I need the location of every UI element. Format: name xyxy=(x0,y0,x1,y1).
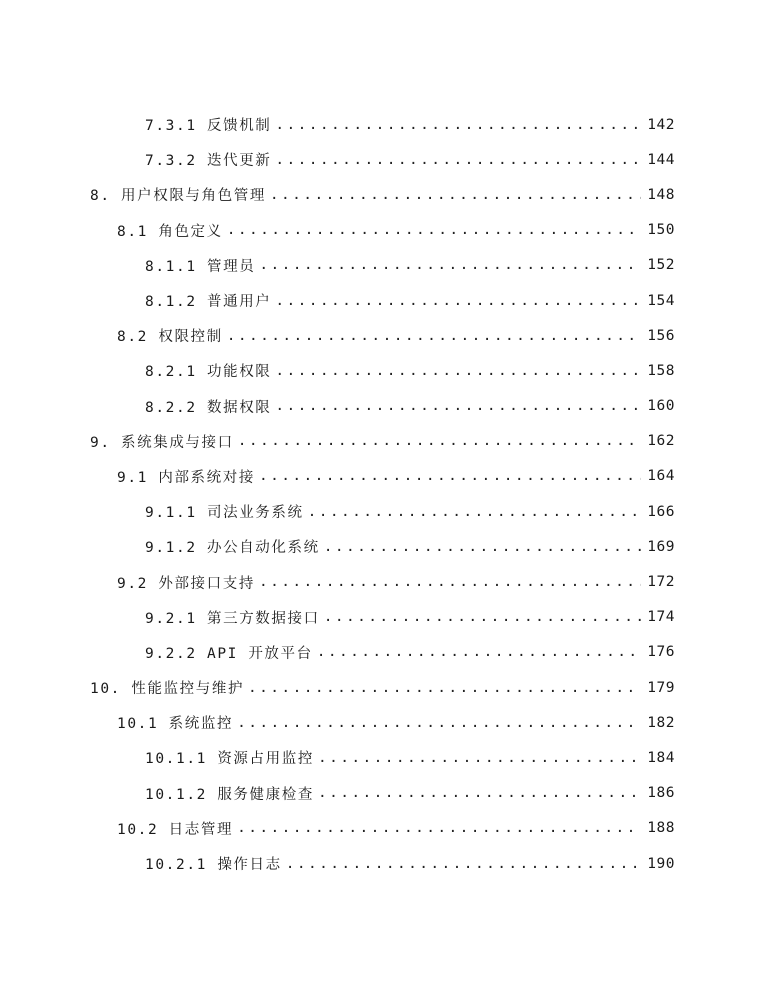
toc-entry-number: 9.1.2 xyxy=(145,540,197,557)
toc-entry[interactable] xyxy=(0,424,765,459)
toc-entry[interactable] xyxy=(0,740,765,775)
toc-entry[interactable] xyxy=(0,177,765,212)
toc-page-number: 190 xyxy=(647,855,675,872)
toc-entry-number: 10.1 xyxy=(117,716,159,733)
toc-entry-title: 迭代更新 xyxy=(207,153,272,170)
toc-page-number: 142 xyxy=(647,116,675,133)
toc-entry[interactable] xyxy=(0,283,765,318)
toc-dot-leader xyxy=(227,328,642,344)
toc-dot-leader xyxy=(324,609,642,625)
toc-entry-number: 9.1.1 xyxy=(145,505,197,522)
toc-entry-number: 8.1.2 xyxy=(145,294,197,311)
toc-entry-label xyxy=(90,431,234,452)
toc-entry-title: 数据权限 xyxy=(207,399,272,416)
toc-entry-title: 服务健康检查 xyxy=(217,786,314,803)
toc-entry[interactable] xyxy=(0,213,765,248)
toc-dot-leader xyxy=(286,856,642,872)
toc-dot-leader xyxy=(275,363,641,379)
toc-entry-label xyxy=(145,255,255,276)
toc-page-number: 144 xyxy=(647,151,675,168)
toc-entry-number: 10. xyxy=(90,681,121,698)
toc-entry-label xyxy=(145,290,271,311)
toc-entry[interactable] xyxy=(0,670,765,705)
toc-dot-leader xyxy=(308,504,642,520)
toc-entry-title: 管理员 xyxy=(207,258,256,275)
toc-dot-leader xyxy=(324,539,642,555)
toc-page-number: 148 xyxy=(647,186,675,203)
toc-page-number: 160 xyxy=(647,398,675,415)
toc-page-number: 164 xyxy=(647,468,675,485)
toc-page-number: 169 xyxy=(647,538,675,555)
toc-dot-leader xyxy=(275,152,641,168)
toc-entry-label xyxy=(117,325,223,346)
toc-dot-leader xyxy=(237,820,641,836)
toc-dot-leader xyxy=(248,680,641,696)
toc-entry-title: 操作日志 xyxy=(217,857,282,874)
toc-entry-number: 10.1.1 xyxy=(145,751,207,768)
toc-entry-title: 性能监控与维护 xyxy=(131,681,245,698)
toc-entry-title: 司法业务系统 xyxy=(207,505,304,522)
toc-dot-leader xyxy=(259,574,641,590)
toc-page-number: 186 xyxy=(647,785,675,802)
toc-entry-label xyxy=(145,747,314,768)
toc-entry-title: 日志管理 xyxy=(168,821,234,838)
toc-entry-title: 系统监控 xyxy=(168,716,234,733)
toc-page-number: 172 xyxy=(647,574,675,591)
toc-entry-label xyxy=(145,536,320,557)
toc-page-number: 179 xyxy=(647,679,675,696)
toc-entry-title: 反馈机制 xyxy=(207,118,272,135)
toc-entry-title: 角色定义 xyxy=(158,223,223,240)
toc-dot-leader xyxy=(318,750,641,766)
toc-entry-title: 第三方数据接口 xyxy=(207,610,320,627)
toc-entry-title: 权限控制 xyxy=(158,329,223,346)
toc-entry[interactable] xyxy=(0,248,765,283)
toc-entry-title: 系统集成与接口 xyxy=(121,434,234,451)
toc-page-number: 188 xyxy=(647,820,675,837)
toc-page-number: 174 xyxy=(647,609,675,626)
toc-entry-number: 9. xyxy=(90,434,111,451)
toc-entry-number: 9.2.1 xyxy=(145,610,197,627)
toc-entry[interactable] xyxy=(0,494,765,529)
toc-entry-label xyxy=(145,783,314,804)
toc-entry[interactable] xyxy=(0,318,765,353)
toc-entry[interactable] xyxy=(0,142,765,177)
toc-entry[interactable] xyxy=(0,600,765,635)
toc-dot-leader xyxy=(227,222,642,238)
toc-entry-number: 8.1.1 xyxy=(145,258,197,275)
toc-page-number: 166 xyxy=(647,503,675,520)
toc-entry-number: 8.1 xyxy=(117,223,148,240)
toc-entry-label xyxy=(90,184,266,205)
toc-entry-label xyxy=(145,114,271,135)
toc-page-number: 176 xyxy=(647,644,675,661)
toc-dot-leader xyxy=(259,468,641,484)
toc-page-number: 150 xyxy=(647,222,675,239)
toc-entry-label xyxy=(117,466,255,487)
toc-entry[interactable] xyxy=(0,353,765,388)
toc-dot-leader xyxy=(275,398,641,414)
toc-dot-leader xyxy=(237,715,641,731)
toc-entry-label xyxy=(145,607,320,628)
toc-entry-title: 外部接口支持 xyxy=(158,575,255,592)
toc-entry-number: 7.3.2 xyxy=(145,153,197,170)
toc-entry-label xyxy=(145,642,313,663)
toc-dot-leader xyxy=(259,257,641,273)
toc-entry-label xyxy=(145,396,271,417)
toc-entry-label xyxy=(145,149,271,170)
toc-page-number: 182 xyxy=(647,714,675,731)
toc-dot-leader xyxy=(275,293,641,309)
toc-entry-label xyxy=(117,712,233,733)
toc-dot-leader xyxy=(238,433,642,449)
toc-entry-title: 内部系统对接 xyxy=(158,469,255,486)
toc-entry[interactable] xyxy=(0,811,765,846)
toc-entry-title: 普通用户 xyxy=(207,294,272,311)
toc-entry-number: 10.1.2 xyxy=(145,786,207,803)
toc-page-number: 158 xyxy=(647,362,675,379)
toc-entry-label xyxy=(117,818,233,839)
toc-entry[interactable] xyxy=(0,459,765,494)
toc-entry-title: 办公自动化系统 xyxy=(207,540,320,557)
toc-entry-number: 9.2.2 xyxy=(145,645,197,662)
toc-entry-number: 9.2 xyxy=(117,575,148,592)
toc-entry-label xyxy=(145,360,271,381)
toc-entry-title: 用户权限与角色管理 xyxy=(121,188,266,205)
toc-page-number: 156 xyxy=(647,327,675,344)
toc-entry-number: 10.2 xyxy=(117,821,159,838)
toc-entry-label xyxy=(90,677,244,698)
toc-entry-title: API 开放平台 xyxy=(207,645,313,662)
toc-entry-number: 8.2.1 xyxy=(145,364,197,381)
toc-entry[interactable] xyxy=(0,705,765,740)
toc-page-number: 154 xyxy=(647,292,675,309)
toc-entry-label xyxy=(117,220,223,241)
toc-page-number: 162 xyxy=(647,433,675,450)
toc-entry-label xyxy=(117,572,255,593)
toc-entry[interactable] xyxy=(0,846,765,881)
toc-entry[interactable] xyxy=(0,389,765,424)
toc-entry-number: 8.2.2 xyxy=(145,399,197,416)
toc-page-number: 184 xyxy=(647,749,675,766)
toc-dot-leader xyxy=(275,117,641,133)
toc-entry[interactable] xyxy=(0,529,765,564)
toc-dot-leader xyxy=(318,785,641,801)
toc-entry[interactable] xyxy=(0,635,765,670)
toc-entry-title: 资源占用监控 xyxy=(217,751,314,768)
toc-page-number: 152 xyxy=(647,257,675,274)
toc-entry-title: 功能权限 xyxy=(207,364,272,381)
toc-entry-number: 10.2.1 xyxy=(145,857,207,874)
toc-entry[interactable] xyxy=(0,564,765,599)
toc-entry[interactable] xyxy=(0,776,765,811)
toc-dot-leader xyxy=(270,187,641,203)
toc-dot-leader xyxy=(317,644,642,660)
toc-entry[interactable] xyxy=(0,107,765,142)
toc-entry-number: 8. xyxy=(90,188,111,205)
toc-entry-label xyxy=(145,853,282,874)
toc-entry-number: 7.3.1 xyxy=(145,118,197,135)
toc-entry-number: 9.1 xyxy=(117,469,148,486)
toc-entry-number: 8.2 xyxy=(117,329,148,346)
table-of-contents xyxy=(0,107,765,881)
toc-entry-label xyxy=(145,501,304,522)
